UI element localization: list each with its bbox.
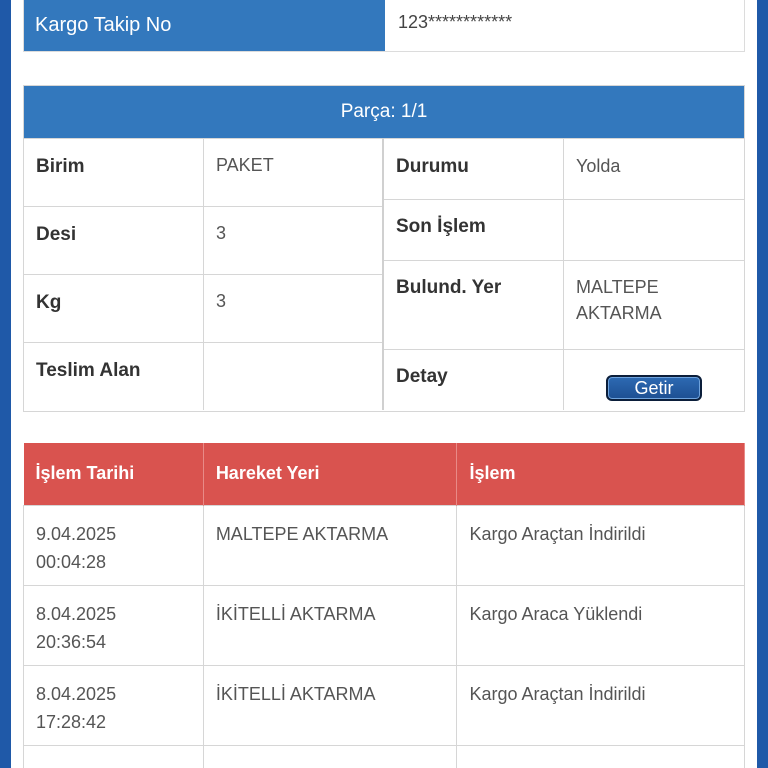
column-header-action: İşlem (457, 443, 745, 505)
field-label: Desi (24, 207, 204, 274)
field-label: Birim (24, 139, 204, 206)
cell-date (24, 585, 204, 665)
cell-place: MALTEPE AKTARMA (203, 505, 457, 585)
time-text: 00:04:28 (36, 551, 107, 572)
tracking-number-row (23, 0, 745, 52)
field-label: Durumu (384, 139, 564, 199)
field-value: MALTEPE AKTARMA (576, 277, 662, 323)
parca-grid (24, 138, 744, 410)
date-text: 8.04.2025 (36, 683, 117, 704)
field-row-desi (24, 206, 382, 274)
tracking-number-value: 123************ (398, 12, 513, 32)
field-row-birim (24, 138, 382, 206)
field-value (564, 200, 744, 260)
getir-button[interactable]: Getir (606, 375, 702, 401)
field-label: Kg (24, 275, 204, 342)
cell-date (24, 665, 204, 745)
parca-panel (23, 85, 745, 412)
cell-date (24, 745, 204, 768)
field-row-son-islem (384, 199, 744, 260)
field-row-kg (24, 274, 382, 342)
parca-title: Parça: 1/1 (24, 86, 744, 138)
parca-right-column (384, 138, 744, 410)
cell-date (24, 505, 204, 585)
table-row (24, 665, 745, 745)
column-header-date: İşlem Tarihi (24, 443, 204, 505)
cell-action: Kargo Araçtan İndirildi (457, 505, 745, 585)
tracking-page (11, 0, 757, 768)
table-header-row (24, 443, 745, 505)
field-label: Teslim Alan (24, 343, 204, 410)
date-text: 8.04.2025 (36, 603, 117, 624)
cell-action: Kargo Araca Yüklendi (457, 585, 745, 665)
tracking-number-label: Kargo Takip No (24, 0, 385, 51)
cell-action: Kargo Araçtan İndirildi (457, 665, 745, 745)
table-row (24, 745, 745, 768)
table-row (24, 585, 745, 665)
time-text: 20:36:54 (36, 631, 107, 652)
cell-action (457, 745, 745, 768)
field-value (204, 343, 382, 410)
field-row-bulund-yer (384, 260, 744, 349)
field-label: Bulund. Yer (384, 261, 564, 349)
field-row-durumu (384, 138, 744, 199)
time-text: 17:28:42 (36, 711, 107, 732)
movement-history-table (23, 443, 745, 768)
date-text: 9.04.2025 (36, 523, 117, 544)
field-row-detay (384, 349, 744, 410)
parca-left-column (24, 138, 384, 410)
column-header-place: Hareket Yeri (203, 443, 457, 505)
field-row-teslim-alan (24, 342, 382, 410)
cell-place (203, 745, 457, 768)
cell-place: İKİTELLİ AKTARMA (203, 585, 457, 665)
field-value: PAKET (216, 155, 274, 175)
field-value: 3 (216, 223, 227, 243)
field-value (564, 350, 744, 410)
field-label: Detay (384, 350, 564, 410)
field-value: 3 (216, 291, 227, 311)
cell-place: İKİTELLİ AKTARMA (203, 665, 457, 745)
field-label: Son İşlem (384, 200, 564, 260)
table-row (24, 505, 745, 585)
field-value: Yolda (576, 156, 621, 176)
